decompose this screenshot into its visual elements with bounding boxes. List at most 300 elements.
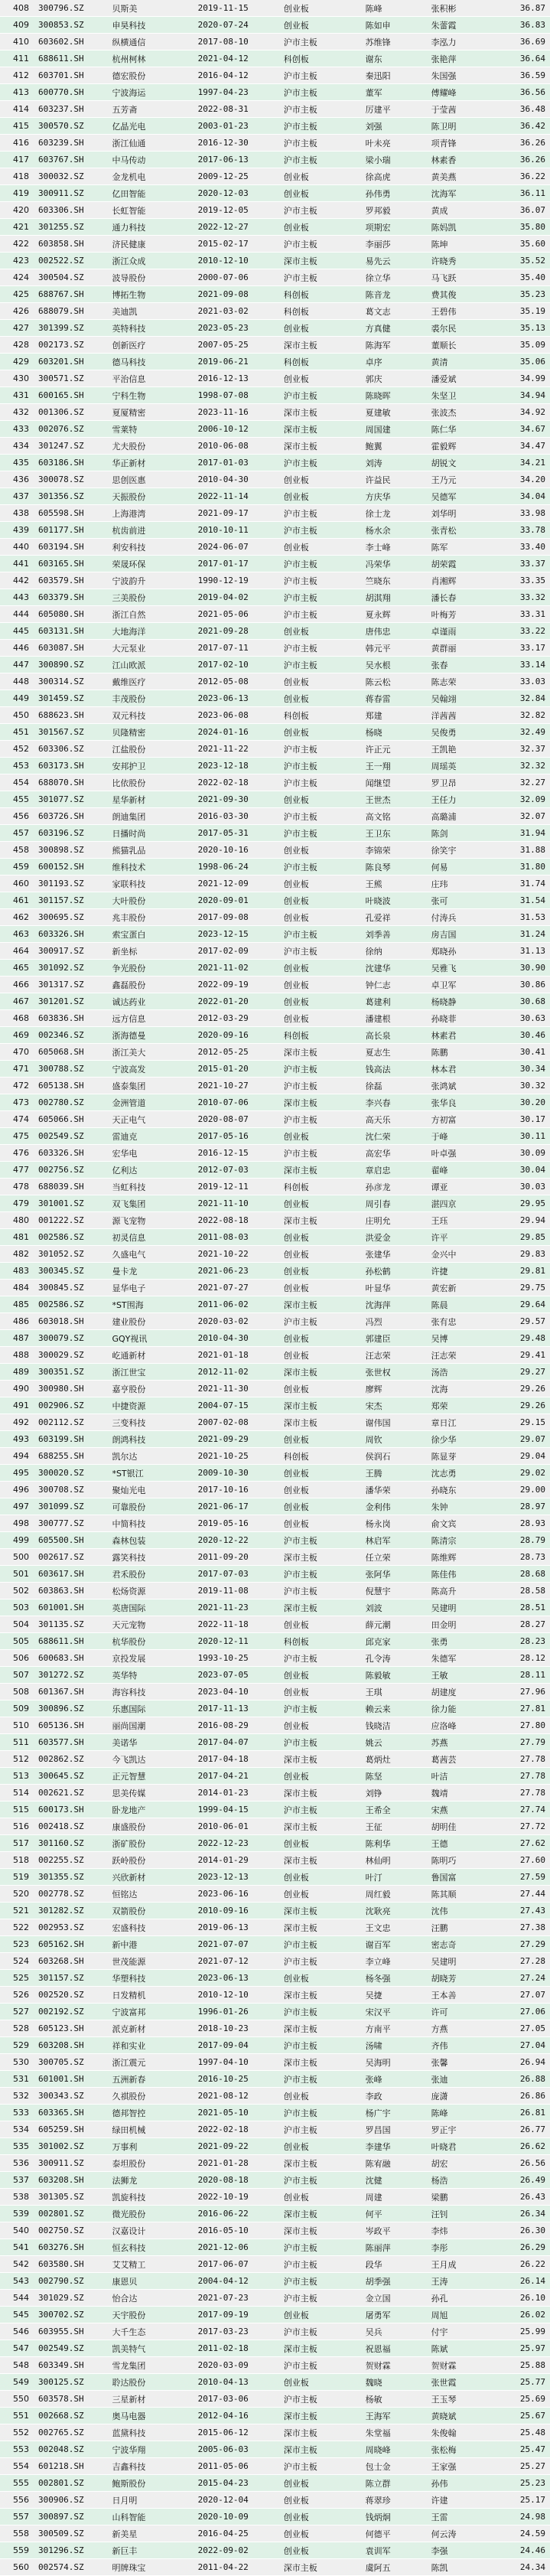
board-cell: 深市主板	[279, 2155, 361, 2172]
listing-date-cell: 2021-07-12	[194, 1953, 279, 1970]
board-cell: 沪市主板	[279, 859, 361, 876]
manager-cell: 黄成	[427, 202, 493, 219]
company-name-cell: 英唐国际	[107, 1599, 193, 1616]
chairman-cell: 张建华	[361, 1246, 427, 1263]
stock-code-cell: 301567.SZ	[34, 724, 107, 741]
value-cell: 33.35	[493, 572, 550, 589]
chairman-cell: 侯润石	[361, 1448, 427, 1465]
listing-date-cell: 2005-06-03	[194, 2441, 279, 2458]
chairman-cell: 钟仁志	[361, 977, 427, 993]
row-index-cell: 535	[0, 2138, 34, 2155]
company-name-cell: 雪龙集团	[107, 2357, 193, 2374]
table-row	[0, 2004, 550, 2020]
manager-cell: 卓卫军	[427, 977, 493, 993]
company-name-cell: 雷迪克	[107, 1128, 193, 1145]
listing-date-cell: 2014-01-23	[194, 1785, 279, 1802]
manager-cell: 朱德军	[427, 1650, 493, 1667]
row-index-cell: 523	[0, 1936, 34, 1953]
table-row	[0, 1549, 550, 1566]
chairman-cell: 段华	[361, 2256, 427, 2273]
table-row	[0, 1162, 550, 1179]
stock-code-cell: 603726.SH	[34, 808, 107, 825]
company-name-cell: 美诺华	[107, 1734, 193, 1751]
stock-code-cell: 002756.SZ	[34, 1162, 107, 1179]
manager-cell: 刘华明	[427, 505, 493, 522]
row-index-cell: 439	[0, 522, 34, 539]
stock-code-cell: 300906.SZ	[34, 2492, 107, 2509]
listing-date-cell: 2011-08-03	[194, 1229, 279, 1246]
stock-code-cell: 301317.SZ	[34, 977, 107, 993]
company-name-cell: 大元泵业	[107, 640, 193, 657]
company-name-cell: 荣晟环保	[107, 556, 193, 572]
value-cell: 24.59	[493, 2525, 550, 2542]
board-cell: 科创板	[279, 707, 361, 724]
manager-cell: 傅耀峰	[427, 84, 493, 101]
stock-code-cell: 300917.SZ	[34, 943, 107, 960]
chairman-cell: 孔令涛	[361, 1650, 427, 1667]
chairman-cell: 蒋翠珍	[361, 2492, 427, 2509]
table-row	[0, 1094, 550, 1111]
stock-code-cell: 603208.SH	[34, 2037, 107, 2054]
chairman-cell: 金利伟	[361, 1498, 427, 1515]
table-row	[0, 1785, 550, 1802]
value-cell: 33.17	[493, 640, 550, 657]
chairman-cell: 竺晓东	[361, 572, 427, 589]
chairman-cell: 冯烈	[361, 1313, 427, 1330]
chairman-cell: 袁训军	[361, 2542, 427, 2559]
stock-code-cell: 603306.SH	[34, 202, 107, 219]
manager-cell: 张积彬	[427, 0, 493, 17]
chairman-cell: 叶显华	[361, 1280, 427, 1296]
chairman-cell: 刘强	[361, 118, 427, 135]
row-index-cell: 460	[0, 876, 34, 892]
stock-code-cell: 600683.SH	[34, 1650, 107, 1667]
company-name-cell: 恒铭达	[107, 1886, 193, 1903]
board-cell: 创业板	[279, 1667, 361, 1684]
manager-cell: 林素香	[427, 152, 493, 168]
manager-cell: 吴翰翊	[427, 690, 493, 707]
manager-cell: 陈其顺	[427, 1886, 493, 1903]
stock-code-cell: 605136.SH	[34, 1717, 107, 1734]
company-name-cell: 松炀资源	[107, 1583, 193, 1599]
listing-date-cell: 2022-12-23	[194, 1835, 279, 1852]
company-name-cell: 浙江震元	[107, 2054, 193, 2071]
manager-cell: 黄美燕	[427, 168, 493, 185]
listing-date-cell: 2010-04-30	[194, 471, 279, 488]
table-row	[0, 539, 550, 556]
manager-cell: 裘尔民	[427, 320, 493, 337]
row-index-cell: 478	[0, 1179, 34, 1195]
board-cell: 沪市主板	[279, 2357, 361, 2374]
board-cell: 沪市主板	[279, 808, 361, 825]
manager-cell: 马飞跃	[427, 269, 493, 286]
manager-cell: 于莹茜	[427, 101, 493, 118]
company-name-cell: 上海港湾	[107, 505, 193, 522]
row-index-cell: 524	[0, 1953, 34, 1970]
table-row	[0, 1532, 550, 1549]
listing-date-cell: 2016-04-12	[194, 67, 279, 84]
table-row	[0, 101, 550, 118]
listing-date-cell: 2020-08-18	[194, 2172, 279, 2189]
company-name-cell: 宁波高发	[107, 1061, 193, 1078]
value-cell: 26.94	[493, 2054, 550, 2071]
stock-code-cell: 301355.SZ	[34, 1869, 107, 1886]
stock-code-cell: 688611.SH	[34, 51, 107, 67]
listing-date-cell: 2022-08-31	[194, 101, 279, 118]
listing-date-cell: 2021-09-29	[194, 1431, 279, 1448]
board-cell: 沪市主板	[279, 657, 361, 673]
stock-code-cell: 605066.SH	[34, 1111, 107, 1128]
value-cell: 35.13	[493, 320, 550, 337]
company-name-cell: 创新医疗	[107, 337, 193, 354]
board-cell: 创业板	[279, 2088, 361, 2105]
row-index-cell: 408	[0, 0, 34, 17]
row-index-cell: 495	[0, 1465, 34, 1482]
stock-code-cell: 300796.SZ	[34, 0, 107, 17]
company-name-cell: 远方信息	[107, 1010, 193, 1027]
board-cell: 创业板	[279, 320, 361, 337]
listing-date-cell: 1996-01-26	[194, 2004, 279, 2020]
chairman-cell: 鲍翼	[361, 438, 427, 455]
manager-cell: 陈显芽	[427, 1448, 493, 1465]
stock-code-cell: 002790.SZ	[34, 2273, 107, 2290]
chairman-cell: 陈云松	[361, 673, 427, 690]
manager-cell: 陈清宗	[427, 1532, 493, 1549]
value-cell: 36.69	[493, 34, 550, 51]
stock-code-cell: 002574.SZ	[34, 2559, 107, 2576]
row-index-cell: 444	[0, 606, 34, 623]
value-cell: 34.20	[493, 471, 550, 488]
manager-cell: 黄宏新	[427, 1280, 493, 1296]
chairman-cell: 苏维锋	[361, 34, 427, 51]
company-name-cell: 浙江美大	[107, 1044, 193, 1061]
table-row	[0, 690, 550, 707]
listing-date-cell: 2023-06-08	[194, 707, 279, 724]
row-index-cell: 415	[0, 118, 34, 135]
stock-code-cell: 603018.SH	[34, 1313, 107, 1330]
listing-date-cell: 2017-05-31	[194, 825, 279, 842]
value-cell: 33.78	[493, 522, 550, 539]
stock-code-cell: 002801.SZ	[34, 2206, 107, 2222]
chairman-cell: 钱晓洁	[361, 1717, 427, 1734]
company-name-cell: 新巨丰	[107, 2542, 193, 2559]
board-cell: 沪市主板	[279, 101, 361, 118]
listing-date-cell: 2019-04-02	[194, 589, 279, 606]
board-cell: 科创板	[279, 1179, 361, 1195]
stock-code-cell: 301201.SZ	[34, 993, 107, 1010]
manager-cell: 孙晓东	[427, 1482, 493, 1498]
row-index-cell: 437	[0, 488, 34, 505]
listing-date-cell: 2019-06-13	[194, 1919, 279, 1936]
stock-code-cell: 688255.SH	[34, 1448, 107, 1465]
company-name-cell: 英华特	[107, 1667, 193, 1684]
company-name-cell: 久盛电气	[107, 1246, 193, 1263]
value-cell: 24.34	[493, 2559, 550, 2576]
listing-date-cell: 2009-12-25	[194, 168, 279, 185]
stock-code-cell: 603165.SH	[34, 556, 107, 572]
value-cell: 26.49	[493, 2172, 550, 2189]
value-cell: 34.99	[493, 370, 550, 387]
value-cell: 27.24	[493, 1970, 550, 1987]
company-name-cell: 比依股份	[107, 774, 193, 791]
chairman-cell: 胡季强	[361, 2273, 427, 2290]
company-name-cell: 宁波富邦	[107, 2004, 193, 2020]
table-row	[0, 1667, 550, 1684]
manager-cell: 汪钊	[427, 2206, 493, 2222]
table-row	[0, 2374, 550, 2391]
chairman-cell: 杨晓	[361, 724, 427, 741]
stock-code-cell: 300897.SZ	[34, 2509, 107, 2525]
listing-date-cell: 2020-07-24	[194, 17, 279, 34]
stock-code-cell: 300509.SZ	[34, 2525, 107, 2542]
chairman-cell: 王海军	[361, 2408, 427, 2424]
table-row	[0, 1616, 550, 1633]
row-index-cell: 484	[0, 1280, 34, 1296]
table-row	[0, 1953, 550, 1970]
stock-code-cell: 605138.SH	[34, 1078, 107, 1094]
manager-cell: 陈军	[427, 539, 493, 556]
value-cell: 28.12	[493, 1650, 550, 1667]
listing-date-cell: 2009-10-30	[194, 1465, 279, 1482]
chairman-cell: 薛元潮	[361, 1616, 427, 1633]
value-cell: 26.02	[493, 2307, 550, 2323]
company-name-cell: 浙江众成	[107, 253, 193, 269]
listing-date-cell: 1997-04-10	[194, 2054, 279, 2071]
table-row	[0, 909, 550, 926]
chairman-cell: 王希全	[361, 1802, 427, 1818]
board-cell: 沪市主板	[279, 2273, 361, 2290]
board-cell: 沪市主板	[279, 2256, 361, 2273]
company-name-cell: 康恩贝	[107, 2273, 193, 2290]
board-cell: 创业板	[279, 977, 361, 993]
value-cell: 28.27	[493, 1616, 550, 1633]
row-index-cell: 558	[0, 2525, 34, 2542]
table-row	[0, 1431, 550, 1448]
manager-cell: 许捷	[427, 1263, 493, 1280]
value-cell: 28.23	[493, 1633, 550, 1650]
table-row	[0, 269, 550, 286]
row-index-cell: 532	[0, 2088, 34, 2105]
value-cell: 31.88	[493, 842, 550, 859]
row-index-cell: 421	[0, 219, 34, 236]
listing-date-cell: 2020-12-11	[194, 1633, 279, 1650]
manager-cell: 林素君	[427, 1027, 493, 1044]
stock-code-cell: 603836.SH	[34, 1010, 107, 1027]
table-row	[0, 1347, 550, 1364]
row-index-cell: 491	[0, 1397, 34, 1414]
table-row	[0, 774, 550, 791]
chairman-cell: 郑建	[361, 707, 427, 724]
company-name-cell: 日播时尚	[107, 825, 193, 842]
chairman-cell: 孙松鹤	[361, 1263, 427, 1280]
manager-cell: 沈海军	[427, 185, 493, 202]
company-name-cell: 浙矿股份	[107, 1835, 193, 1852]
chairman-cell: 罗邦毅	[361, 202, 427, 219]
table-row	[0, 1717, 550, 1734]
row-index-cell: 522	[0, 1919, 34, 1936]
value-cell: 36.22	[493, 168, 550, 185]
row-index-cell: 514	[0, 1785, 34, 1802]
row-index-cell: 527	[0, 2004, 34, 2020]
value-cell: 36.87	[493, 0, 550, 17]
table-row	[0, 1498, 550, 1515]
stock-code-cell: 603577.SH	[34, 1734, 107, 1751]
board-cell: 沪市主板	[279, 2037, 361, 2054]
manager-cell: 洋茜茜	[427, 707, 493, 724]
row-index-cell: 467	[0, 993, 34, 1010]
stock-code-cell: 300702.SZ	[34, 2307, 107, 2323]
manager-cell: 胡明佳	[427, 1818, 493, 1835]
table-row	[0, 1027, 550, 1044]
stock-code-cell: 300853.SZ	[34, 17, 107, 34]
stock-code-cell: 603349.SH	[34, 2357, 107, 2374]
manager-cell: 陈仁华	[427, 421, 493, 438]
chairman-cell: 孙伟勇	[361, 185, 427, 202]
chairman-cell: 邱克家	[361, 1633, 427, 1650]
manager-cell: 高璐浦	[427, 808, 493, 825]
listing-date-cell: 2012-03-29	[194, 1010, 279, 1027]
board-cell: 创业板	[279, 1835, 361, 1852]
table-row	[0, 370, 550, 387]
listing-date-cell: 2016-12-15	[194, 1145, 279, 1162]
board-cell: 沪市主板	[279, 34, 361, 51]
listing-date-cell: 2021-01-28	[194, 2155, 279, 2172]
stock-code-cell: 300343.SZ	[34, 2088, 107, 2105]
manager-cell: 朱国强	[427, 67, 493, 84]
row-index-cell: 469	[0, 1027, 34, 1044]
table-row	[0, 1044, 550, 1061]
row-index-cell: 550	[0, 2391, 34, 2408]
company-name-cell: 宏华电	[107, 1145, 193, 1162]
chairman-cell: 徐士龙	[361, 505, 427, 522]
company-name-cell: 德邦智控	[107, 2105, 193, 2121]
listing-date-cell: 1990-12-19	[194, 572, 279, 589]
manager-cell: 潘长春	[427, 589, 493, 606]
stock-code-cell: 002765.SZ	[34, 2424, 107, 2441]
row-index-cell: 544	[0, 2290, 34, 2307]
manager-cell: 王珏	[427, 1212, 493, 1229]
manager-cell: 张有忠	[427, 1313, 493, 1330]
board-cell: 科创板	[279, 1633, 361, 1650]
listing-date-cell: 2010-12-10	[194, 1987, 279, 2004]
manager-cell: 项青锋	[427, 135, 493, 152]
table-row	[0, 1448, 550, 1465]
table-row	[0, 2105, 550, 2121]
listing-date-cell: 2021-11-23	[194, 1599, 279, 1616]
table-row	[0, 2475, 550, 2492]
listing-date-cell: 2021-09-30	[194, 791, 279, 808]
row-index-cell: 510	[0, 1717, 34, 1734]
manager-cell: 王乃元	[427, 471, 493, 488]
listing-date-cell: 2017-06-13	[194, 152, 279, 168]
row-index-cell: 496	[0, 1482, 34, 1498]
stock-code-cell: 001222.SZ	[34, 1212, 107, 1229]
chairman-cell: 葛文志	[361, 303, 427, 320]
table-row	[0, 67, 550, 84]
board-cell: 沪市主板	[279, 202, 361, 219]
stock-code-cell: 603379.SH	[34, 589, 107, 606]
row-index-cell: 517	[0, 1835, 34, 1852]
row-index-cell: 449	[0, 690, 34, 707]
table-row	[0, 1212, 550, 1229]
stock-code-cell: 300890.SZ	[34, 657, 107, 673]
value-cell: 27.72	[493, 1818, 550, 1835]
value-cell: 30.20	[493, 1094, 550, 1111]
board-cell: 沪市主板	[279, 640, 361, 657]
listing-date-cell: 2011-05-06	[194, 2458, 279, 2475]
listing-date-cell: 2022-09-02	[194, 2542, 279, 2559]
value-cell: 34.21	[493, 455, 550, 471]
company-name-cell: 大地海洋	[107, 623, 193, 640]
manager-cell: 庞潇	[427, 2088, 493, 2105]
listing-date-cell: 2021-09-28	[194, 623, 279, 640]
stock-code-cell: 688079.SH	[34, 303, 107, 320]
row-index-cell: 414	[0, 101, 34, 118]
row-index-cell: 536	[0, 2155, 34, 2172]
chairman-cell: 汤啸	[361, 2037, 427, 2054]
table-row	[0, 2307, 550, 2323]
company-name-cell: 日发精机	[107, 1987, 193, 2004]
chairman-cell: 杨永岗	[361, 1515, 427, 1532]
stock-code-cell: 605080.SH	[34, 606, 107, 623]
company-name-cell: 安邦护卫	[107, 758, 193, 774]
listing-date-cell: 2021-05-06	[194, 606, 279, 623]
row-index-cell: 470	[0, 1044, 34, 1061]
table-row	[0, 2273, 550, 2290]
stock-code-cell: 600152.SH	[34, 859, 107, 876]
listing-date-cell: 2010-06-01	[194, 1818, 279, 1835]
value-cell: 33.03	[493, 673, 550, 690]
chairman-cell: 厉建平	[361, 101, 427, 118]
listing-date-cell: 2017-02-09	[194, 943, 279, 960]
company-name-cell: 聚灿光电	[107, 1482, 193, 1498]
chairman-cell: 董军	[361, 84, 427, 101]
chairman-cell: 徐纳	[361, 943, 427, 960]
company-name-cell: 中捷资源	[107, 1397, 193, 1414]
manager-cell: 方燕	[427, 2020, 493, 2037]
manager-cell: 胡宏	[427, 2155, 493, 2172]
table-row	[0, 522, 550, 539]
board-cell: 沪市主板	[279, 589, 361, 606]
manager-cell: 许平	[427, 1229, 493, 1246]
listing-date-cell: 2012-05-08	[194, 673, 279, 690]
listing-date-cell: 1999-04-15	[194, 1802, 279, 1818]
table-row	[0, 2357, 550, 2374]
value-cell: 36.83	[493, 17, 550, 34]
company-name-cell: 初灵信息	[107, 1229, 193, 1246]
company-name-cell: 贝斯美	[107, 0, 193, 17]
board-cell: 沪市主板	[279, 135, 361, 152]
board-cell: 深市主板	[279, 2206, 361, 2222]
stock-code-cell: 002586.SZ	[34, 1296, 107, 1313]
board-cell: 创业板	[279, 1717, 361, 1734]
table-row	[0, 17, 550, 34]
listing-date-cell: 2022-09-19	[194, 977, 279, 993]
table-row	[0, 1246, 550, 1263]
row-index-cell: 534	[0, 2121, 34, 2138]
board-cell: 创业板	[279, 2525, 361, 2542]
board-cell: 沪市主板	[279, 2239, 361, 2256]
value-cell: 33.32	[493, 589, 550, 606]
company-name-cell: 新坐标	[107, 943, 193, 960]
stock-code-cell: 603858.SH	[34, 236, 107, 253]
value-cell: 34.67	[493, 421, 550, 438]
listing-date-cell: 2017-07-03	[194, 1566, 279, 1583]
value-cell: 27.81	[493, 1700, 550, 1717]
stock-code-cell: 301296.SZ	[34, 2542, 107, 2559]
listing-date-cell: 2010-12-10	[194, 253, 279, 269]
chairman-cell: 吴捷	[361, 1987, 427, 2004]
